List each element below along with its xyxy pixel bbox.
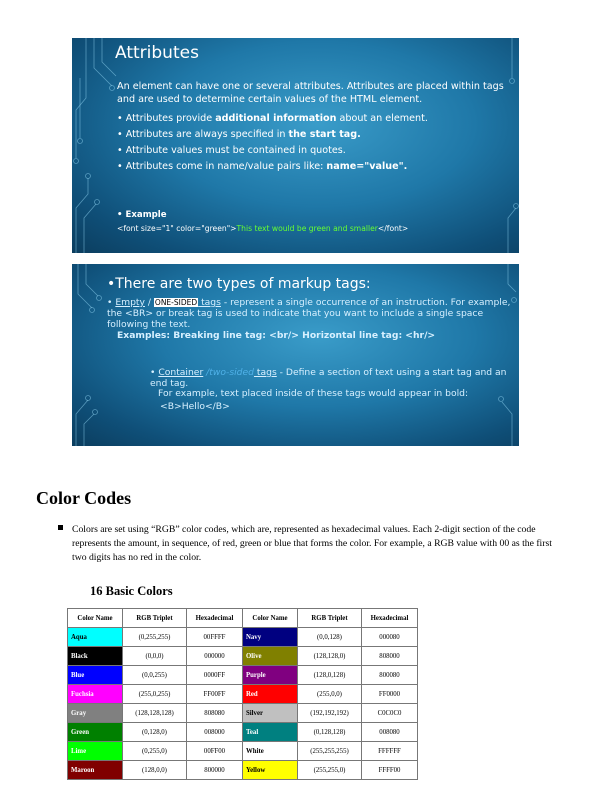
hex-cell: 800080: [362, 666, 418, 685]
hex-cell: C0C0C0: [362, 704, 418, 723]
container-link: Container: [158, 367, 204, 378]
rgb-cell: (128,128,128): [123, 704, 187, 723]
intro-text: An element can have one or several attributes. Attributes are placed within tags and are used to determine certain values of the HTML element.: [117, 81, 504, 105]
bullet-item: • Attribute values must be contained in quotes.: [117, 145, 346, 156]
basic-colors-table: [67, 608, 418, 780]
container-example-desc: For example, text placed inside of these tags would appear in bold:: [158, 388, 469, 399]
example-label: • Example: [117, 210, 167, 220]
rgb-cell: (0,128,0): [123, 723, 187, 742]
color-codes-paragraph: Colors are set using “RGB” color codes, which are, represented as hexadecimal values. Each 2-digit section of the code represents the amount, in sequence, of red, green or blue that forms the color. For example, a RGB value with 00 as the first two digits has no red in the color.: [72, 524, 552, 563]
hex-cell: 00FFFF: [187, 628, 243, 647]
empty-tags-description: • Empty / ONE-SIDED tags - represent a single occurrence of an instruction. For example, the <BR> or break tag is used to indicate that you want to include a single space following the text. Examples: Breaking line tag: <br/> Horizontal line tag: <hr/>: [107, 297, 511, 341]
example-code: <font size="1" color="green">This text would be green and smaller</font>: [117, 223, 409, 233]
bullet-item: • Attributes come in name/value pairs like: name="value".: [117, 161, 408, 172]
rgb-cell: (255,255,255): [298, 742, 362, 761]
one-sided-highlight: ONE-SIDED: [154, 298, 198, 307]
rgb-cell: (128,128,0): [298, 647, 362, 666]
table-row: [68, 666, 418, 685]
markup-tags-slide: [72, 264, 519, 446]
slide-title: •There are two types of markup tags:: [107, 276, 371, 292]
rgb-cell: (255,255,0): [298, 761, 362, 780]
rgb-cell: (0,0,0): [123, 647, 187, 666]
hex-cell: 808080: [187, 704, 243, 723]
table-header-row: [68, 609, 418, 628]
table-row: [68, 628, 418, 647]
examples-line: Examples: Breaking line tag: <br/> Horizontal line tag: <hr/>: [117, 330, 436, 341]
hex-cell: FFFF00: [362, 761, 418, 780]
table-row: [68, 685, 418, 704]
rgb-cell: (0,128,128): [298, 723, 362, 742]
hex-cell: 000080: [362, 628, 418, 647]
example-block: [117, 211, 507, 233]
color-swatch-cell: Aqua: [68, 628, 123, 647]
color-codes-heading: Color Codes: [36, 488, 132, 508]
table-row: [68, 647, 418, 666]
color-swatch-cell: Olive: [243, 647, 298, 666]
hex-cell: 00FF00: [187, 742, 243, 761]
container-tags-description: • Container /two-sided tags - Define a section of text using a start tag and an end tag. For example, text placed inside of these tags would appear in bold: <B>Hello</B>: [150, 368, 510, 412]
color-swatch-cell: Teal: [243, 723, 298, 742]
table-row: [68, 704, 418, 723]
attributes-slide: [72, 38, 519, 253]
rgb-cell: (0,255,0): [123, 742, 187, 761]
color-swatch-cell: Purple: [243, 666, 298, 685]
hex-cell: 008000: [187, 723, 243, 742]
color-swatch-cell: Silver: [243, 704, 298, 723]
color-swatch-cell: Lime: [68, 742, 123, 761]
rgb-cell: (192,192,192): [298, 704, 362, 723]
color-swatch-cell: Fuchsia: [68, 685, 123, 704]
hex-cell: 008080: [362, 723, 418, 742]
color-swatch-cell: Maroon: [68, 761, 123, 780]
bullet-item: • Attributes provide additional information about an element.: [117, 113, 428, 124]
container-example-code: <B>Hello</B>: [160, 400, 230, 412]
slide-body: [117, 80, 507, 176]
color-swatch-cell: White: [243, 742, 298, 761]
color-swatch-cell: Blue: [68, 666, 123, 685]
color-swatch-cell: Red: [243, 685, 298, 704]
hex-cell: FFFFFF: [362, 742, 418, 761]
rgb-cell: (0,0,128): [298, 628, 362, 647]
rgb-cell: (0,255,255): [123, 628, 187, 647]
hex-cell: 0000FF: [187, 666, 243, 685]
header-cell: RGB Triplet: [298, 609, 362, 628]
color-swatch-cell: Navy: [243, 628, 298, 647]
empty-link: Empty: [115, 297, 145, 308]
basic-colors-heading: 16 Basic Colors: [90, 584, 173, 598]
rgb-cell: (255,0,255): [123, 685, 187, 704]
header-cell: Color Name: [243, 609, 298, 628]
hex-cell: 800000: [187, 761, 243, 780]
two-sided-label: /two-sided: [203, 367, 254, 378]
table-row: [68, 761, 418, 780]
header-cell: Hexadecimal: [187, 609, 243, 628]
header-cell: Hexadecimal: [362, 609, 418, 628]
rgb-cell: (255,0,0): [298, 685, 362, 704]
color-swatch-cell: Yellow: [243, 761, 298, 780]
header-cell: RGB Triplet: [123, 609, 187, 628]
bullet-item: • Attributes are always specified in the start tag.: [117, 129, 361, 140]
hex-cell: 808000: [362, 647, 418, 666]
table-row: [68, 723, 418, 742]
rgb-cell: (128,0,128): [298, 666, 362, 685]
header-cell: Color Name: [68, 609, 123, 628]
hex-cell: FF00FF: [187, 685, 243, 704]
color-swatch-cell: Black: [68, 647, 123, 666]
hex-cell: FF0000: [362, 685, 418, 704]
rgb-cell: (128,0,0): [123, 761, 187, 780]
color-swatch-cell: Green: [68, 723, 123, 742]
hex-cell: 000000: [187, 647, 243, 666]
rgb-cell: (0,0,255): [123, 666, 187, 685]
slide-title: Attributes: [115, 43, 199, 63]
color-swatch-cell: Gray: [68, 704, 123, 723]
bullet-square-icon: [58, 525, 63, 530]
table-row: [68, 742, 418, 761]
